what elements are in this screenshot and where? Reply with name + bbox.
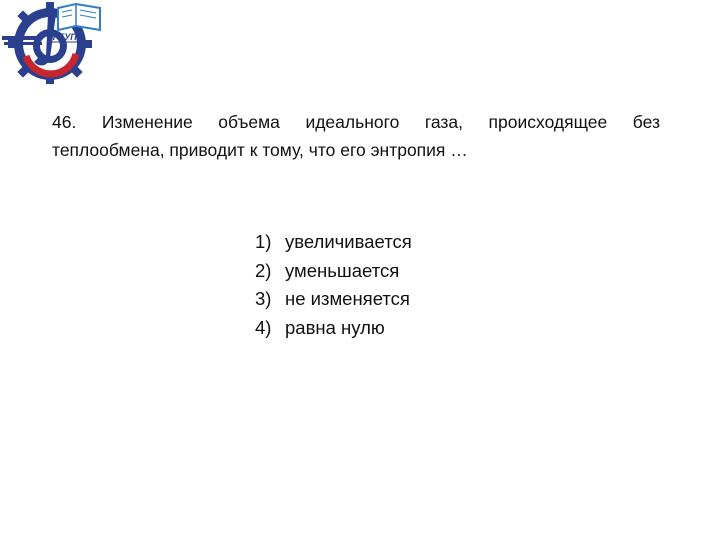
answer-text: уменьшается bbox=[285, 259, 400, 281]
logo-label: РГУПС bbox=[52, 32, 84, 42]
answer-number: 2) bbox=[255, 259, 272, 281]
answer-text: равна нулю bbox=[285, 316, 385, 338]
answer-text: увеличивается bbox=[285, 231, 412, 252]
question-line-2: теплообмена, приводит к тому, что его энтропия … bbox=[52, 140, 468, 160]
question-text bbox=[52, 108, 660, 164]
answer-option-1[interactable] bbox=[255, 228, 412, 257]
answer-list bbox=[255, 228, 412, 342]
answer-option-3[interactable] bbox=[255, 285, 412, 314]
answer-text: не изменяется bbox=[285, 288, 410, 309]
university-logo bbox=[0, 0, 108, 84]
answer-option-2[interactable] bbox=[255, 257, 412, 286]
answer-number: 3) bbox=[255, 288, 272, 309]
answer-option-4[interactable] bbox=[255, 314, 412, 343]
question-line-1: 46. Изменение объема идеального газа, происходящее без bbox=[52, 112, 660, 132]
answer-number: 1) bbox=[255, 231, 272, 252]
answer-number: 4) bbox=[255, 316, 272, 338]
